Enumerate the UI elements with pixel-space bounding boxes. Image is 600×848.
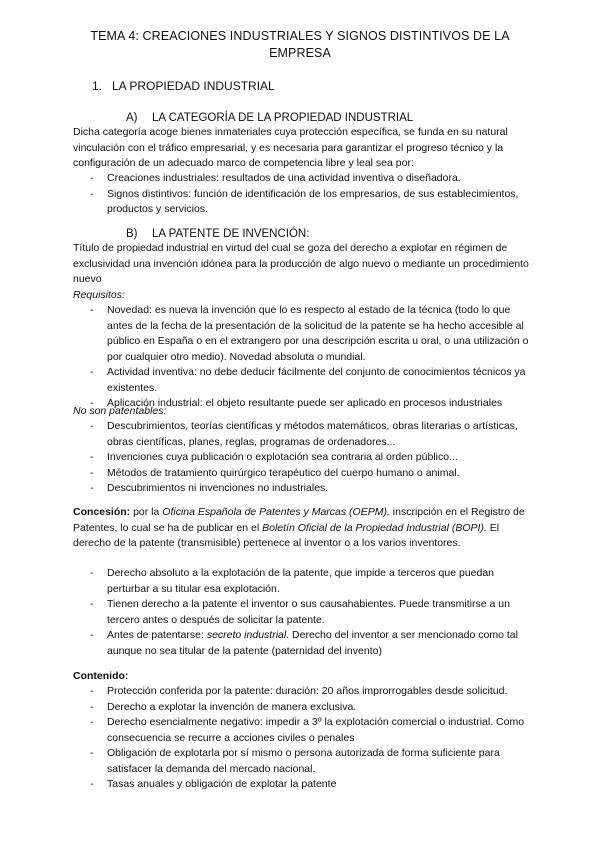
list-item: - Aplicación industrial: el objeto resultante puede ser aplicado en procesos industriales: [90, 396, 530, 412]
list-item: - Actividad inventiva: no debe deducir fácilmente del conjunto de conocimientos técnicos ya existentes.: [90, 365, 530, 396]
document-title: TEMA 4: CREACIONES INDUSTRIALES Y SIGNOS DISTINTIVOS DE LA EMPRESA: [90, 29, 510, 60]
list-item: - Derecho esencialmente negativo: impedir a 3º la explotación comercial o industrial. Como consecuencia se recurre a acciones civiles o penales: [90, 715, 530, 746]
concesion-list: [90, 566, 530, 659]
list-item: - Descubrimientos ni invenciones no industriales.: [90, 481, 530, 497]
list-item: - Antes de patentarse: secreto industrial. Derecho del inventor a ser mencionado como tal aunque no sea titular de la patente (paternidad del invento): [90, 628, 530, 659]
list-item: - Novedad: es nueva la invención que lo es respecto al estado de la técnica (todo lo que antes de la fecha de la presentación de la solicitud de la patente se ha hecho accesible al público en España o en el extrangero por una descripción escrita u oral, o una utilización o por cualquier otro medio). Novedad absoluta o mundial.: [90, 303, 530, 365]
list-item: - Descubrimientos, teorías científicas y métodos matemáticos, obras literarias o artísticas, obras científicas, planes, reglas, programas de ordenadores...: [90, 419, 530, 450]
patent-paragraph: Título de propiedad industrial en virtud del cual se goza del derecho a explotar en régimen de exclusividad una invención idónea para la producción de algo nuevo o mediante un procedimiento nuevo: [73, 242, 529, 285]
secreto-industrial: secreto industrial.: [206, 629, 290, 641]
no-patentables-label: No son patentables:: [73, 405, 167, 417]
requisitos-list: [90, 303, 530, 412]
list-item: - Obligación de explotarla por sí mismo o persona autorizada de forma suficiente para satisfacer la demanda del mercado nacional.: [90, 746, 530, 777]
list-item: - Derecho absoluto a la explotación de la patente, que impide a terceros que puedan perturbar a su titular esa explotación.: [90, 566, 530, 597]
subsection-number: B): [126, 228, 138, 240]
section-label: LA PROPIEDAD INDUSTRIAL: [112, 79, 275, 93]
category-paragraph: Dicha categoría acoge bienes inmateriales cuya protección específica, se funda en su natural vinculación con el tráfico empresarial, y es necesaria para garantizar el progreso técnico y la configuración de un adecuado marco de competencia libre y leal sea por:: [73, 126, 508, 169]
no-patentables-list: [90, 419, 530, 497]
list-item: - Tienen derecho a la patente el inventor o sus causahabientes. Puede transmitirse a un tercero antes o después de solicitar la patente.: [90, 597, 530, 628]
list-item: - Derecho a explotar la invención de manera exclusiva.: [90, 700, 530, 716]
list-item: - Métodos de tratamiento quirúrgico terapéutico del cuerpo humano o animal.: [90, 466, 530, 482]
oepm-name: Oficina Española de Patentes y Marcas (OEPM),: [162, 506, 390, 518]
list-item: - Protección conferida por la patente: duración: 20 años improrrogables desde solicitud.: [90, 684, 530, 700]
list-item: - Creaciones industriales: resultados de una actividad inventiva o diseñadora.: [90, 171, 530, 187]
requisitos-label: Requisitos:: [73, 289, 125, 301]
subsection-label: LA CATEGORÍA DE LA PROPIEDAD INDUSTRIAL: [152, 112, 414, 124]
section-number: 1.: [92, 79, 103, 93]
subsection-label: LA PATENTE DE INVENCIÓN:: [152, 228, 310, 240]
list-item: - Signos distintivos: función de identificación de los empresarios, de sus establecimientos, productos y servicios.: [90, 187, 530, 218]
list-item: - Invenciones cuya publicación o explotación sea contraria al orden público...: [90, 450, 530, 466]
concesion-label: Concesión:: [73, 506, 131, 518]
contenido-list: [90, 684, 530, 793]
bopi-name: Boletín Oficial de la Propiedad Industrial (BOPI).: [262, 521, 487, 534]
contenido-label: Contenido:: [73, 670, 129, 682]
concesion-paragraph: Concesión: por la Oficina Española de Patentes y Marcas (OEPM), inscripción en el Registro de Patentes, lo cual se ha de publicar en el Boletín Oficial de la Propiedad Industrial (BOPI). El derecho de la patente (transmisible) pertenece al inventor o a los varios inventores.: [73, 506, 525, 549]
category-list: [90, 171, 530, 218]
subsection-number: A): [126, 112, 138, 124]
section-heading-1: [92, 79, 275, 95]
list-item: - Tasas anuales y obligación de explotar la patente: [90, 777, 530, 793]
